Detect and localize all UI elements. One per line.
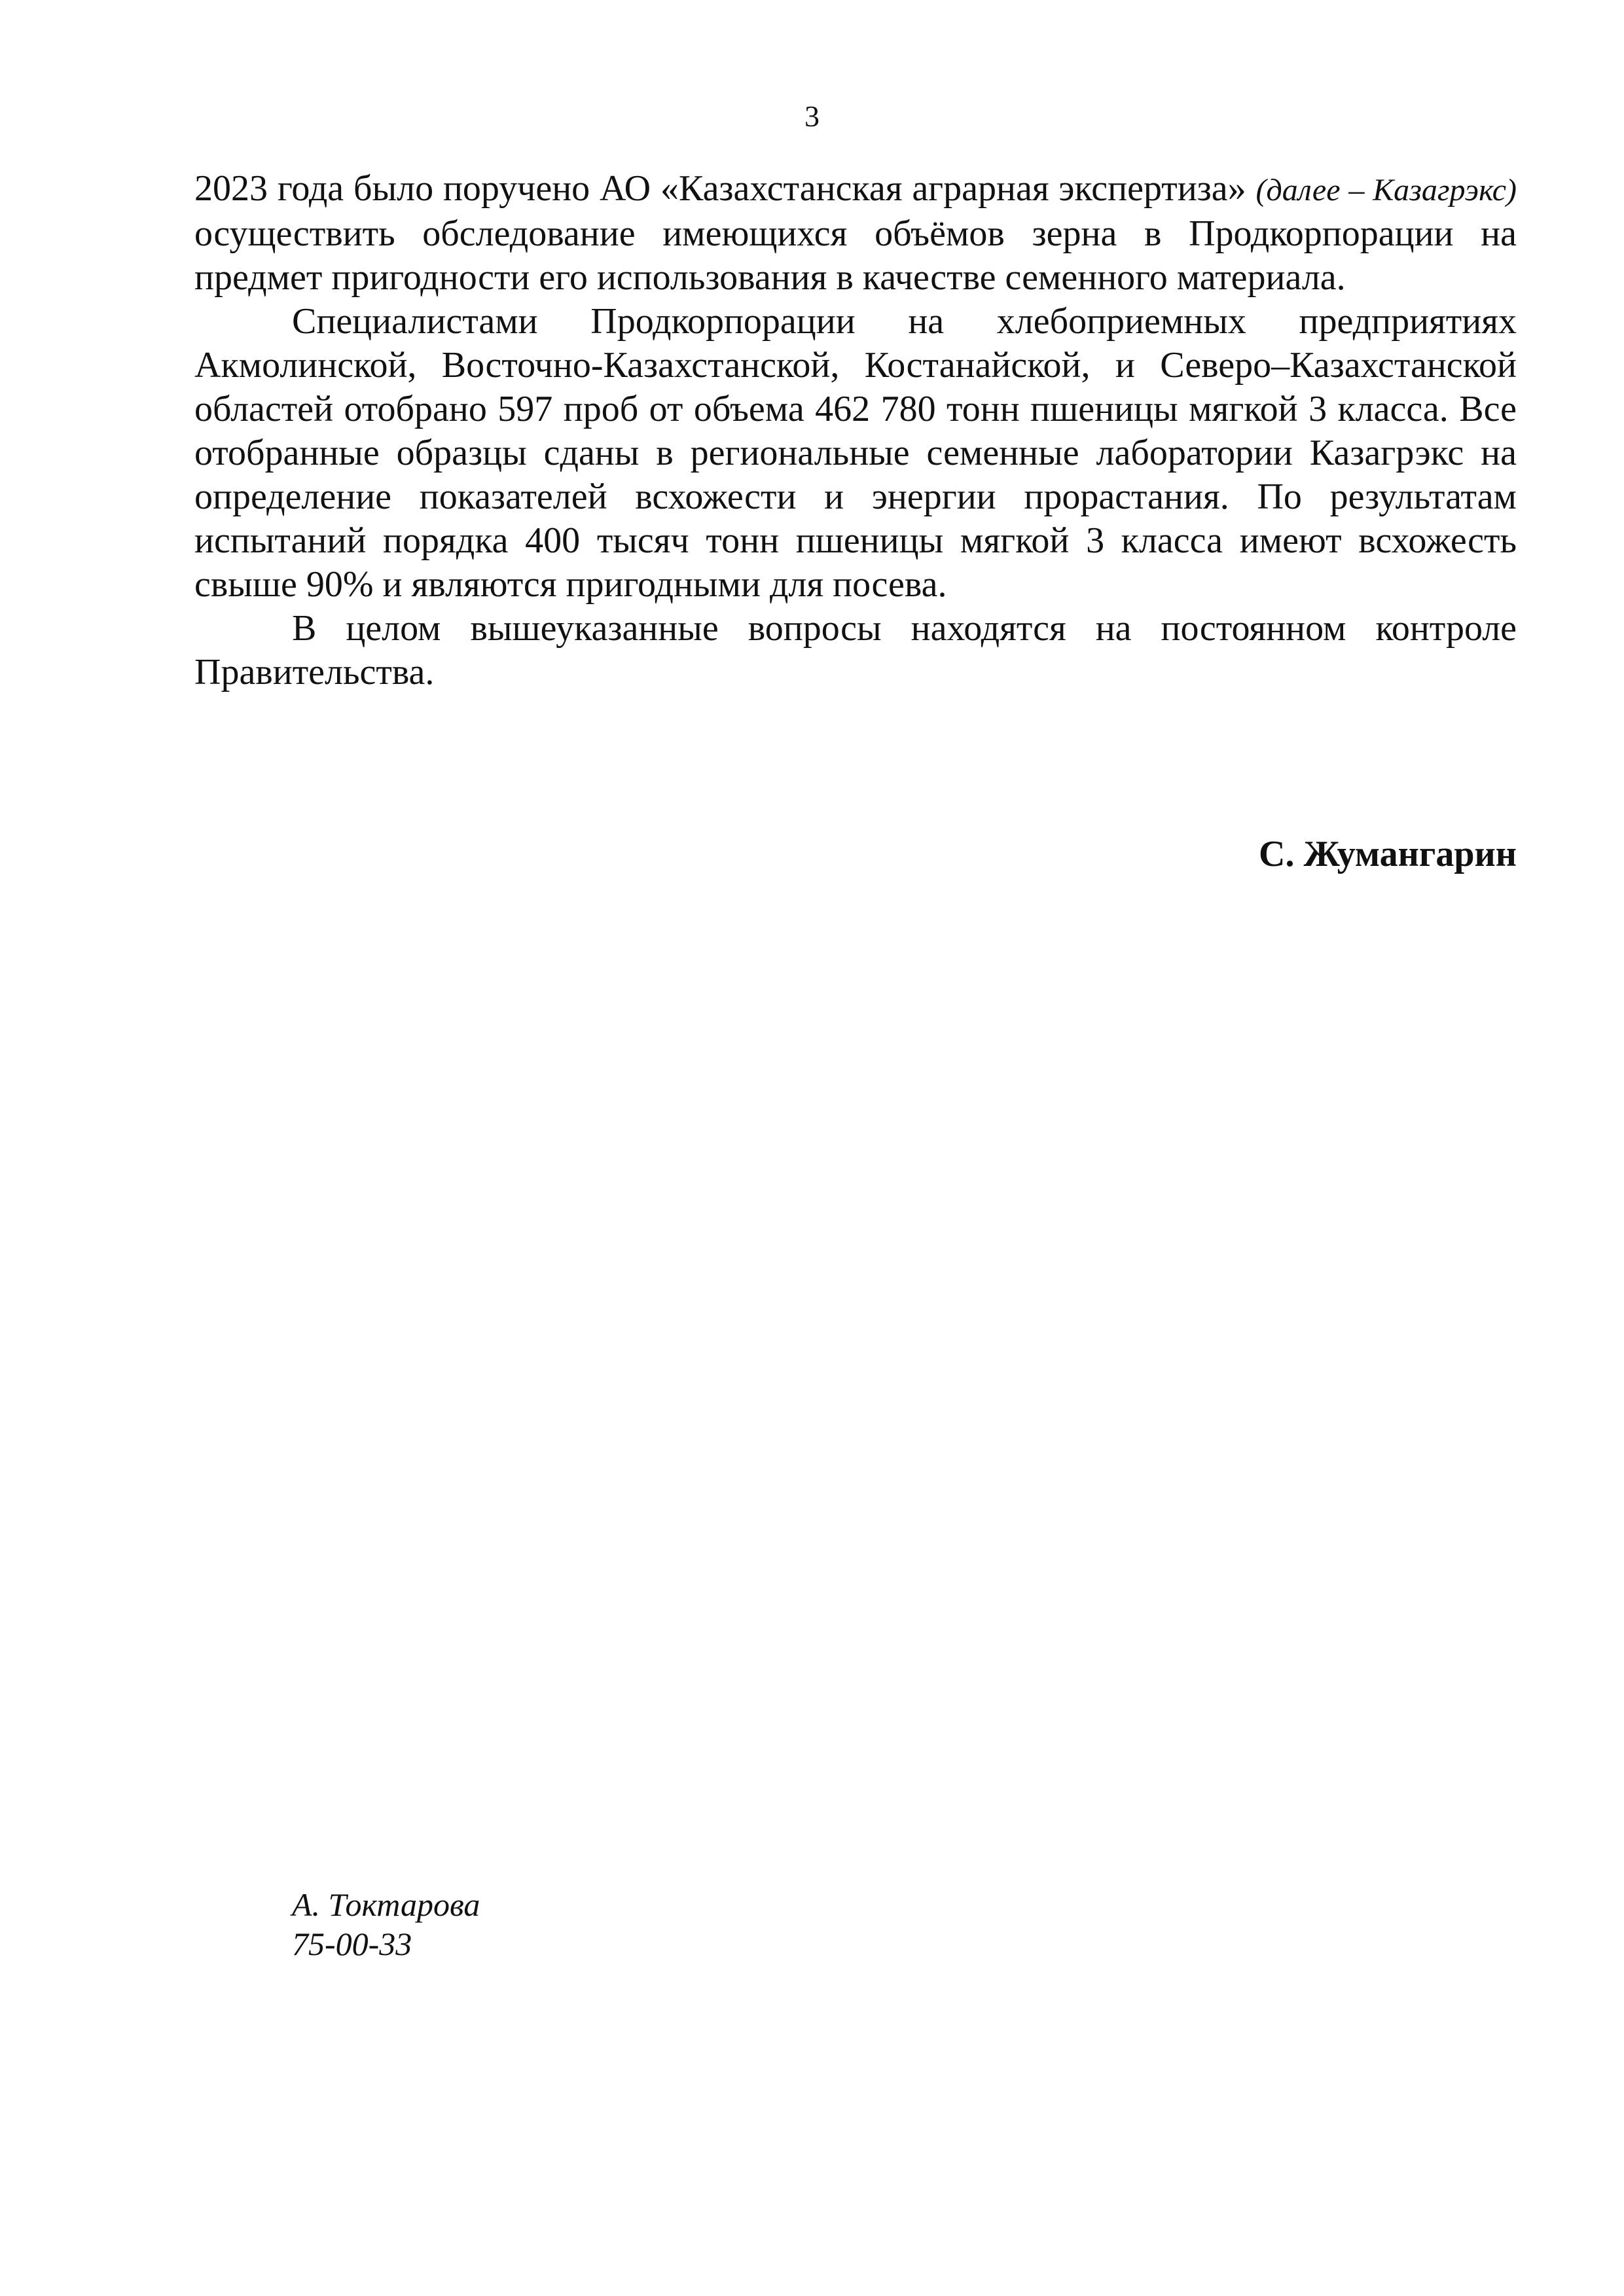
paragraph-1-note: (далее – Казагрэкс) xyxy=(1255,173,1517,207)
executor-name: А. Токтарова xyxy=(292,1886,480,1923)
paragraph-3: В целом вышеуказанные вопросы находятся на постоянном контроле Правительства. xyxy=(194,608,1517,692)
paragraph-1-end: осуществить обследование имеющихся объёмов зерна в Продкорпорации на предмет пригодности его использования в качестве семенного материала. xyxy=(194,213,1517,298)
paragraph-2: Специалистами Продкорпорации на хлебоприемных предприятиях Акмолинской, Восточно-Казахстанской, Костанайской, и Северо–Казахстанской областей отобрано 597 проб от объема 462 780 тонн пшеницы мягкой 3 класса. Все отобранные образцы сданы в региональные семенные лаборатории Казагрэкс на определение показателей всхожести и энергии прорастания. По результатам испытаний порядка 400 тысяч тонн пшеницы мягкой 3 класса имеют всхожесть свыше 90% и являются пригодными для посева. xyxy=(194,301,1517,605)
executor-phone: 75-00-33 xyxy=(292,1926,412,1962)
page-number: 3 xyxy=(804,99,820,133)
paragraph-1 xyxy=(194,167,1517,300)
document-body xyxy=(194,167,1517,694)
executor-block xyxy=(292,1885,480,1964)
paragraph-1-start: 2023 года было поручено АО «Казахстанская аграрная экспертиза» xyxy=(194,168,1256,209)
signature-name: С. Жумангарин xyxy=(1259,834,1517,874)
